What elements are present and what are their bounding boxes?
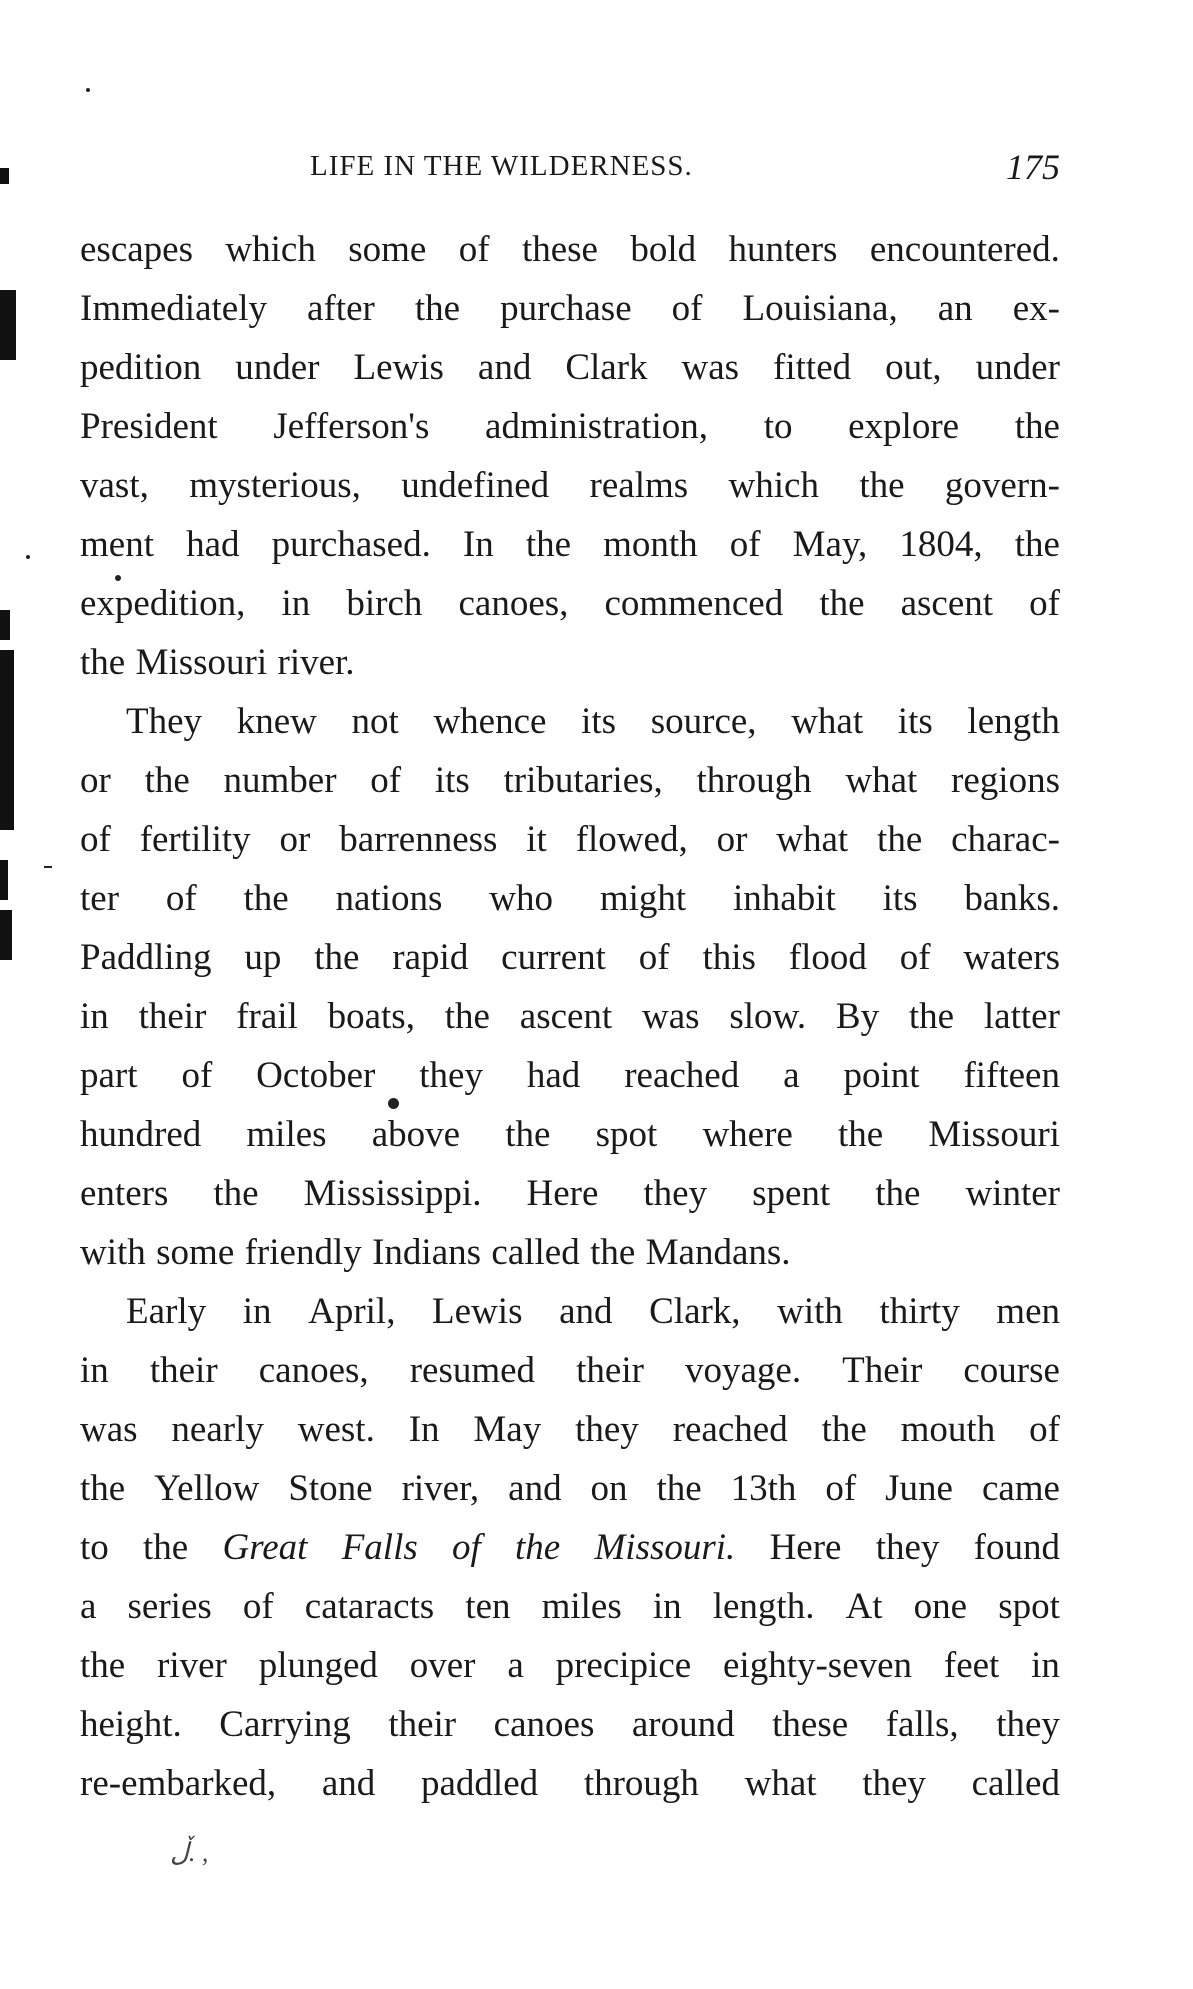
text-line: height. Carrying their canoes around these falls, they xyxy=(80,1704,1060,1745)
text-line: vast, mysterious, undefined realms which the govern- xyxy=(80,465,1060,506)
running-title: LIFE IN THE WILDERNESS. xyxy=(310,150,693,182)
paragraph xyxy=(80,220,1060,692)
scan-speck xyxy=(86,88,90,92)
text-line: Paddling up the rapid current of this flood of waters xyxy=(80,937,1060,978)
text-line: the river plunged over a precipice eighty-seven feet in xyxy=(80,1645,1060,1686)
running-header xyxy=(80,147,1060,200)
text-line: the Yellow Stone river, and on the 13th of June came xyxy=(80,1468,1060,1509)
binding-shadow-mark xyxy=(0,860,8,900)
binding-shadow-mark xyxy=(0,650,14,830)
scan-speck xyxy=(26,555,30,559)
page-number: 175 xyxy=(1006,147,1060,187)
text-line: re-embarked, and paddled through what they called xyxy=(80,1763,1060,1804)
text-line: President Jefferson's administration, to explore the xyxy=(80,406,1060,447)
paragraph xyxy=(80,1282,1060,1813)
text-line: Immediately after the purchase of Louisiana, an ex- xyxy=(80,288,1060,329)
text-line: to the Great Falls of the Missouri. Here they found xyxy=(80,1527,1060,1568)
text-line: the Missouri river. xyxy=(80,642,355,683)
text-line: enters the Mississippi. Here they spent the winter xyxy=(80,1173,1060,1214)
text-line: hundred miles above the spot where the Missouri xyxy=(80,1114,1060,1155)
paragraph xyxy=(80,692,1060,1282)
binding-shadow-mark xyxy=(0,610,10,640)
footer-scan-mark: ڵ. , xyxy=(170,1838,209,1867)
text-line: expedition, in birch canoes, commenced the ascent of xyxy=(80,583,1060,624)
text-line: ter of the nations who might inhabit its banks. xyxy=(80,878,1060,919)
text-line: They knew not whence its source, what its length xyxy=(126,701,1060,742)
text-line: in their frail boats, the ascent was slow. By the latter xyxy=(80,996,1060,1037)
text-line: pedition under Lewis and Clark was fitted out, under xyxy=(80,347,1060,388)
text-line: was nearly west. In May they reached the mouth of xyxy=(80,1409,1060,1450)
text-line: or the number of its tributaries, through what regions xyxy=(80,760,1060,801)
text-line: in their canoes, resumed their voyage. Their course xyxy=(80,1350,1060,1391)
binding-shadow-mark xyxy=(0,290,16,360)
scan-speck xyxy=(44,866,52,868)
text-line: with some friendly Indians called the Mandans. xyxy=(80,1232,791,1273)
binding-shadow-mark xyxy=(0,168,9,184)
text-line: of fertility or barrenness it flowed, or what the charac- xyxy=(80,819,1060,860)
text-line: a series of cataracts ten miles in length. At one spot xyxy=(80,1586,1060,1627)
text-line: Early in April, Lewis and Clark, with thirty men xyxy=(126,1291,1060,1332)
binding-shadow-mark xyxy=(0,910,12,960)
text-line: escapes which some of these bold hunters encountered. xyxy=(80,229,1060,270)
body-text xyxy=(80,220,1060,1813)
text-line: ment had purchased. In the month of May, 1804, the xyxy=(80,524,1060,565)
text-line: part of October they had reached a point fifteen xyxy=(80,1055,1060,1096)
